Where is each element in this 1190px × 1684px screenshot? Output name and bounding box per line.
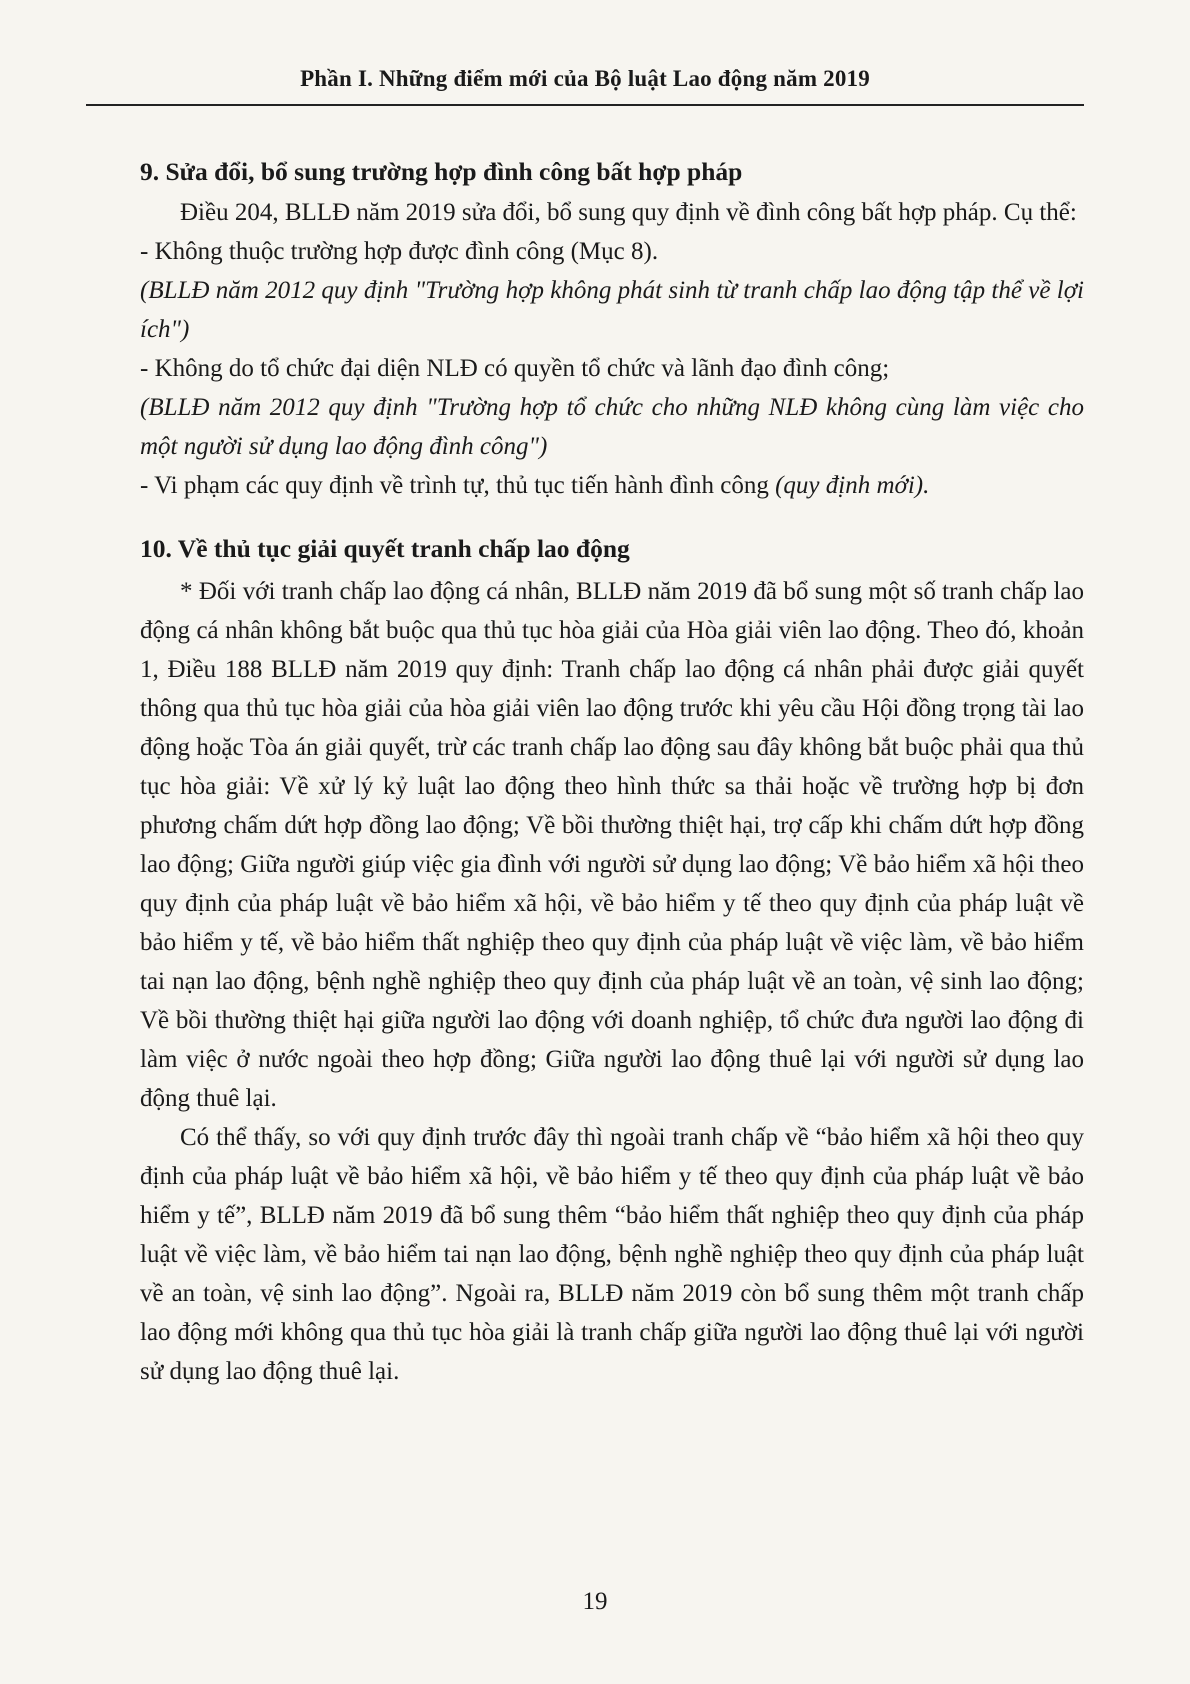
section-9-intro: Điều 204, BLLĐ năm 2019 sửa đổi, bổ sung quy định về đình công bất hợp pháp. Cụ thể: [180, 199, 1077, 226]
section-9-title: 9. Sửa đổi, bổ sung trường hợp đình công bất hợp pháp [140, 157, 743, 186]
running-header: Phần I. Những điểm mới của Bộ luật Lao động năm 2019 [300, 66, 870, 91]
section-9-note-1: (BLLĐ năm 2012 quy định "Trường hợp không phát sinh từ tranh chấp lao động tập thể về lợi ích") [140, 277, 1084, 343]
header-rule [86, 104, 1084, 106]
section-9-bullet-3-text: - Vi phạm các quy định về trình tự, thủ tục tiến hành đình công [140, 472, 769, 499]
section-9-note-2: (BLLĐ năm 2012 quy định "Trường hợp tổ chức cho những NLĐ không cùng làm việc cho một người sử dụng lao động đình công") [140, 394, 1084, 460]
page-content [140, 152, 1084, 1391]
section-10-paragraph-1: * Đối với tranh chấp lao động cá nhân, BLLĐ năm 2019 đã bổ sung một số tranh chấp lao động cá nhân không bắt buộc qua thủ tục hòa giải của Hòa giải viên lao động. Theo đó, khoản 1, Điều 188 BLLĐ năm 2019 quy định: Tranh chấp lao động cá nhân phải được giải quyết thông qua thủ tục hòa giải của hòa giải viên lao động trước khi yêu cầu Hội đồng trọng tài lao động hoặc Tòa án giải quyết, trừ các tranh chấp lao động sau đây không bắt buộc phải qua thủ tục hòa giải: Về xử lý kỷ luật lao động theo hình thức sa thải hoặc về trường hợp bị đơn phương chấm dứt hợp đồng lao động; Về bồi thường thiệt hại, trợ cấp khi chấm dứt hợp đồng lao động; Giữa người giúp việc gia đình với người sử dụng lao động; Về bảo hiểm xã hội theo quy định của pháp luật về bảo hiểm xã hội, về bảo hiểm y tế theo quy định của pháp luật về bảo hiểm y tế, về bảo hiểm thất nghiệp theo quy định của pháp luật về việc làm, về bảo hiểm tai nạn lao động, bệnh nghề nghiệp theo quy định của pháp luật về an toàn, vệ sinh lao động; Về bồi thường thiệt hại giữa người lao động với doanh nghiệp, tổ chức đưa người lao động đi làm việc ở nước ngoài theo hợp đồng; Giữa người lao động thuê lại với người sử dụng lao động thuê lại. [140, 578, 1084, 1112]
section-9-bullet-1: - Không thuộc trường hợp được đình công (Mục 8). [140, 238, 659, 265]
section-9-bullet-3 [140, 466, 1084, 505]
section-9-bullet-2: - Không do tổ chức đại diện NLĐ có quyền tổ chức và lãnh đạo đình công; [140, 355, 890, 382]
section-10-title: 10. Về thủ tục giải quyết tranh chấp lao động [140, 534, 630, 563]
section-9-bullet-3-note: (quy định mới). [775, 472, 930, 499]
page-number: 19 [582, 1588, 608, 1615]
section-10-paragraph-2: Có thể thấy, so với quy định trước đây thì ngoài tranh chấp về “bảo hiểm xã hội theo quy định của pháp luật về bảo hiểm xã hội, về bảo hiểm y tế theo quy định của pháp luật về bảo hiểm y tế”, BLLĐ năm 2019 đã bổ sung thêm “bảo hiểm thất nghiệp theo quy định của pháp luật về việc làm, về bảo hiểm tai nạn lao động, bệnh nghề nghiệp theo quy định của pháp luật về an toàn, vệ sinh lao động”. Ngoài ra, BLLĐ năm 2019 còn bổ sung thêm một tranh chấp lao động mới không qua thủ tục hòa giải là tranh chấp giữa người lao động thuê lại với người sử dụng lao động thuê lại. [140, 1124, 1084, 1385]
